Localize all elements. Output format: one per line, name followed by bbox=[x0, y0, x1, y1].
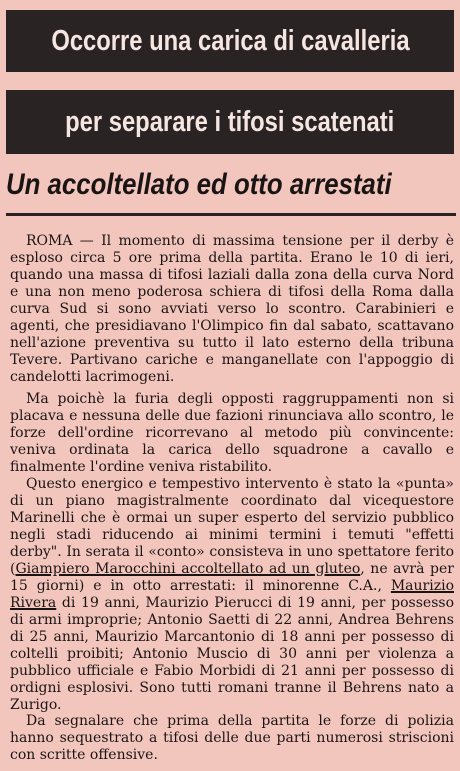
headline-banner-2 bbox=[6, 90, 454, 154]
paragraph-1-text: ROMA — Il momento di massima tensione per il derby è esploso circa 5 ore prima della partita. Erano le 10 di ieri, quando una massa di tifosi laziali dalla zona della curva Nord e una non meno poderosa schiera di tifosi della Roma dalla curva Sud si sono avviati verso lo scontro. Carabinieri e agenti, che presidiavano l'Olimpico fin dal sabato, scattavano nell'azione preventiva su tutto il lato esterno della tribuna Tevere. Partivano cariche e manganellate con l'appoggio di candelotti lacrimogeni. bbox=[10, 233, 454, 385]
article-paragraph-3 bbox=[10, 476, 454, 714]
paragraph-3-text-end: di 19 anni, Maurizio Pierucci di 19 anni, per possesso di armi improprie; Antonio Saetti di 22 anni, Andrea Behrens di 25 anni, Maurizio Marcantonio di 18 anni per possesso di coltelli proibiti; Antonio Muscio di 30 anni per violenza a pubblico ufficiale e Fabio Morbidi di 21 anni per possesso di ordigni esplosivi. Sono tutti romani tranne il Behrens nato a Zurigo. bbox=[10, 595, 454, 713]
subheadline-rule bbox=[6, 213, 456, 216]
article-paragraph-4 bbox=[10, 713, 454, 764]
paragraph-3-text-middle: , ne avrà per 15 giorni) e in otto arrestati: il minorenne C.A., bbox=[10, 561, 454, 594]
subheadline-text: Un accoltellato ed otto arrestati bbox=[6, 168, 392, 201]
paragraph-3-text-start: Questo energico e tempestivo intervento è stato la «punta» di un piano magistralmente coordinato dal vicequestore Marinelli che è ormai un super esperto del servizio pubblico negli stadi riducendo ai minimi termini i temuti "effetti derby". In serata il «conto» consisteva in uno spettatore ferito ( bbox=[10, 476, 454, 577]
subheadline bbox=[6, 168, 456, 202]
paragraph-2-text: Ma poichè la furia degli opposti raggruppamenti non si placava e nessuna delle due fazioni rinunciava allo scontro, le forze dell'ordine ricorrevano al metodo più convincente: veniva ordinata la carica dello squadrone a cavallo e finalmente l'ordine veniva ristabilito. bbox=[10, 391, 454, 475]
paragraph-4-text: Da segnalare che prima della partita le forze di polizia hanno sequestrato a tifosi delle due parti numerosi striscioni con scritte offensive. bbox=[10, 713, 454, 763]
article-paragraph-1 bbox=[10, 233, 454, 386]
article-paragraph-2 bbox=[10, 391, 454, 476]
headline-line-1: Occorre una carica di cavalleria bbox=[50, 25, 410, 57]
headline-banner-1 bbox=[6, 10, 454, 72]
underlined-arrested-name: Maurizio Rivera bbox=[10, 578, 454, 611]
headline-line-2: per separare i tifosi scatenati bbox=[65, 106, 395, 138]
underlined-injured-name: Giampiero Marocchini accoltellato ad un gluteo bbox=[15, 561, 361, 577]
